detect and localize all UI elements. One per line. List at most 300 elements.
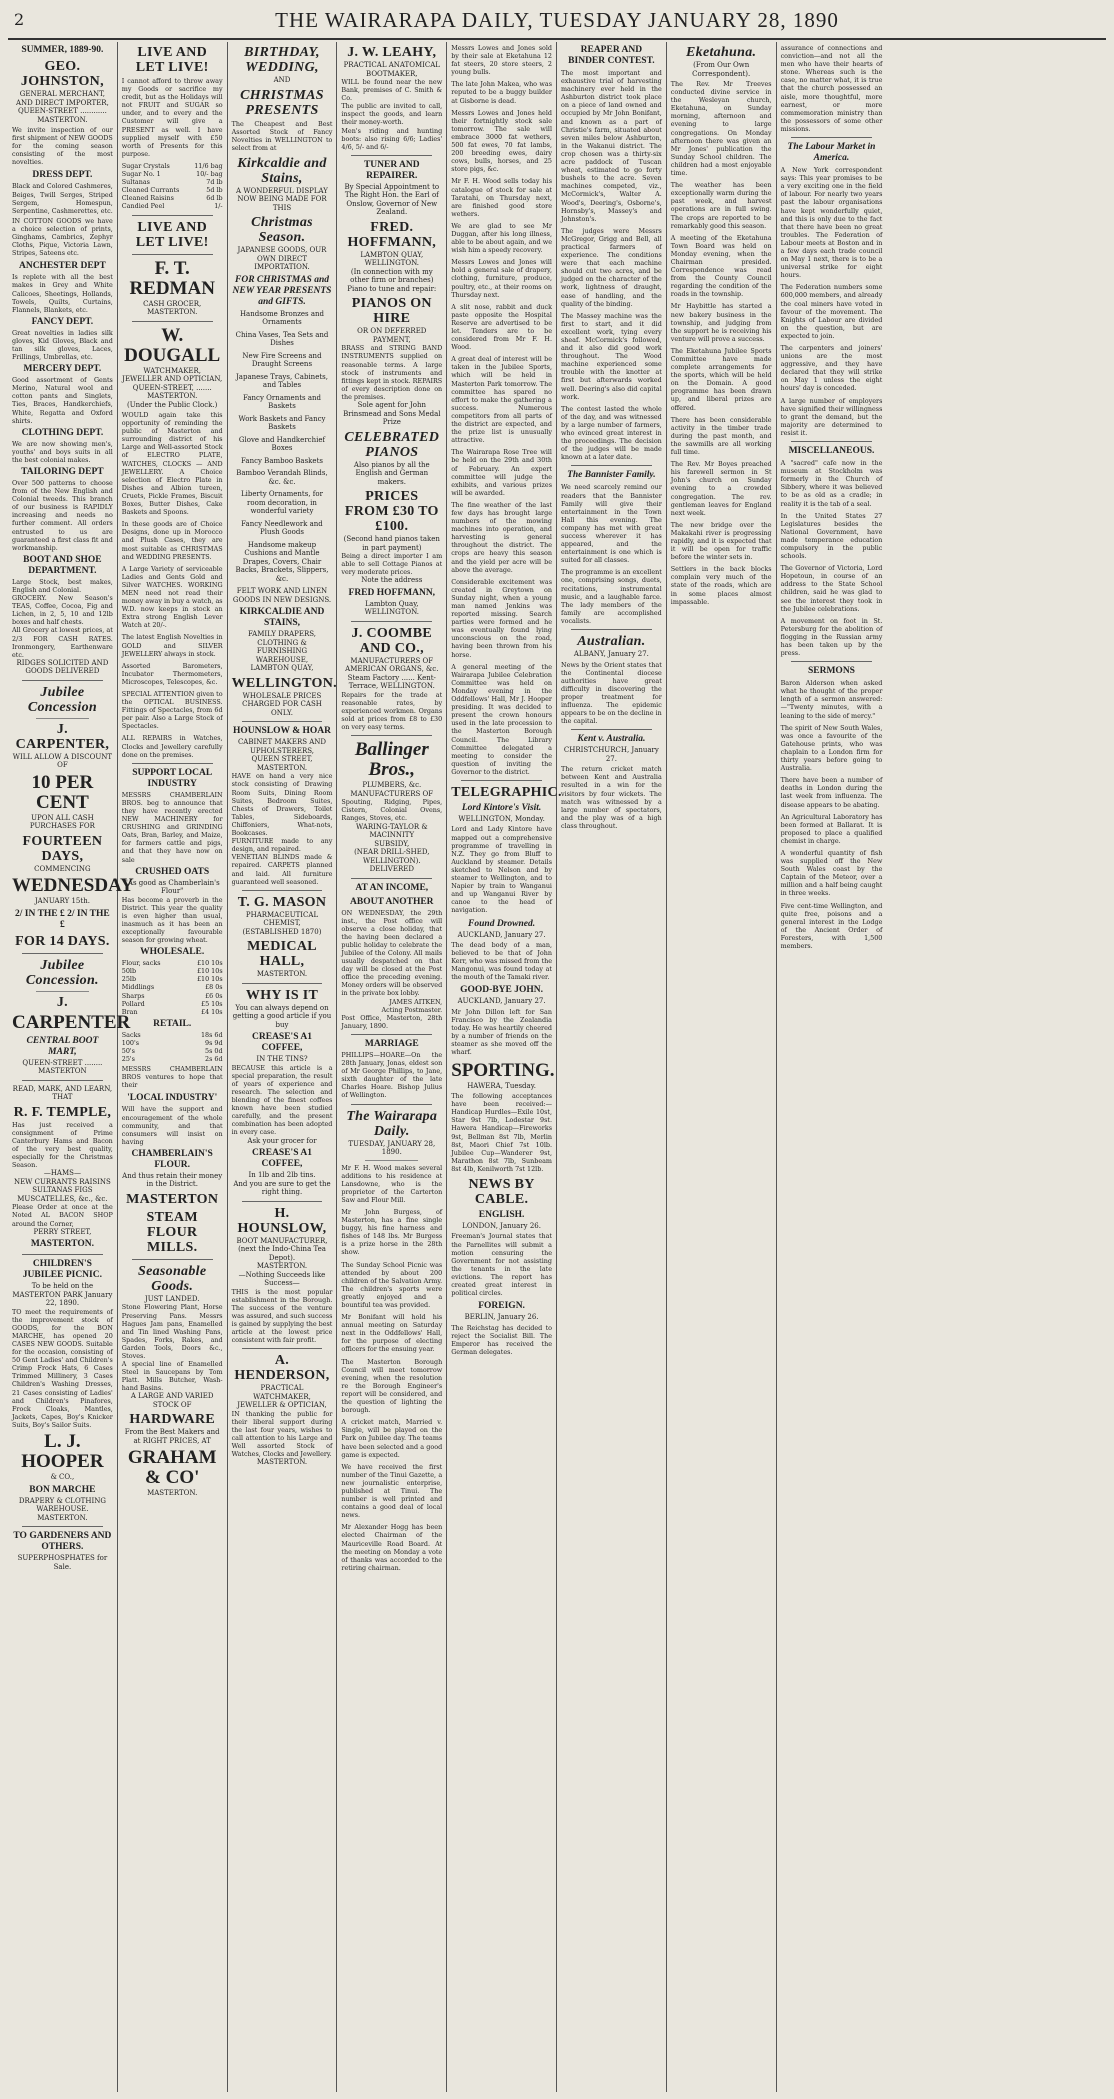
ad-text: A special line of Enamelled Steel in Saucepans by Tom Platt. Mills Butcher, Wash-hand Basins. (121, 1360, 223, 1393)
price-row (122, 1047, 223, 1055)
ad-text: Over 500 patterns to choose from of the New English and Colonial tweeds. This branch of our business is RAPIDLY increasing and needs no further comment. All orders entrusted to us are guaranteed a first class fit and workmanship. (12, 479, 113, 552)
ad-text: JUST LANDED. (144, 1294, 200, 1303)
price-item: Sugar Crystals (121, 161, 170, 170)
article-text: The Rev. Mr Treeves conducted divine service in the Wesleyan church, Eketahuna, on Sunday morning, afternoon and evening to large congregations. On Monday afternoon there was given an Mr Jones' publication the Sunday School children. The children had a most enjoyable time. (670, 80, 772, 178)
ad-heading: H. HOUNSLOW, (237, 1205, 327, 1236)
section-heading: TELEGRAPHIC. (451, 784, 562, 800)
section-heading: NEWS BY CABLE. (468, 1176, 535, 1207)
divider (571, 465, 652, 466)
article-text: There has been considerable activity in the timber trade during the past month, and the sawmills are all working full time. (670, 415, 772, 457)
ad-text: HAVE on hand a very nice stock consisting of Drawing Room Suits, Dining Room Suites, Bedroom Suites, Chests of Drawers, Toilet Tables, Sideboards, Chiffoniers, What-nots, Bookcases. (231, 772, 333, 838)
article-text: The weather has been exceptionally warm during the past week, and harvest operations are in full swing. The crops are reported to be remarkably good this season. (670, 181, 772, 230)
divider (351, 735, 432, 736)
ad-text: AND (273, 76, 291, 84)
ad-text: PERRY STREET, (33, 1227, 92, 1236)
news-paragraph: Mr Bonifant will hold his annual meeting on Saturday next in the Oddfellows' Hall, for the purpose of electing officers for the ensuing year. (341, 1313, 443, 1354)
article-text: The Reichstag has decided to reject the Socialist Bill. The Emperor has received the German delegates. (451, 1323, 552, 1356)
article-text: A meeting of the Eketahuna Town Board was held on Monday evening, when the Chairman presided. Correspondence was read from the County Council regarding the condition of the roads in the township. (670, 233, 772, 299)
ad-text: Great novelties in ladies silk gloves, Kid Gloves, Black and tan silk gloves, Laces, Frillings, Umbrellas, etc. (12, 328, 113, 362)
news-paragraph: A great deal of interest will be taken in the Jubilee Sports, which will be held in Masterton Park tomorrow. The committee has spared no effort to make the gathering a success. Numerous competitors from all parts of the district are expected, and the prize list is unusually attractive. (451, 355, 552, 445)
divider (36, 991, 89, 992)
ad-heading: GRAHAM & CO' (127, 1447, 217, 1489)
ad-text: WARING-TAYLOR & MACINNITY (355, 822, 428, 840)
ad-item: Bamboo Verandah Blinds, &c. &c. (236, 469, 328, 486)
ad-heading: MEDICAL HALL, (247, 939, 317, 970)
price-item: 50lb (121, 967, 137, 976)
price-value: 10/- bag (196, 170, 223, 179)
price-row (122, 162, 223, 170)
price-row (122, 992, 223, 1000)
ad-text: MESSRS CHAMBERLAIN BROS. beg to announce that they have recently erected NEW MACHINERY for CRUSHING and GRINDING Oats, Bran, Barley, and Maize, for farmers cattle and pigs, and that they have now on sale (121, 790, 223, 864)
ad-heading: A. HENDERSON, (234, 1353, 330, 1384)
masthead (0, 0, 1114, 40)
ad-subheading: GENERAL MERCHANT, AND DIRECT IMPORTER, (15, 90, 109, 107)
price-item: Cleaned Raisins (121, 194, 174, 203)
dateline: BERLIN, January 26. (464, 1313, 539, 1322)
ad-heading: T. G. MASON (237, 894, 327, 910)
ad-heading: RETAIL. (153, 1018, 192, 1029)
dateline: AUCKLAND, January 27. (457, 930, 546, 939)
price-value: 5d lb (206, 186, 223, 195)
dateline: LONDON, January 26. (462, 1221, 541, 1230)
ad-text: Note the address (361, 576, 423, 585)
column-6 (557, 42, 667, 2092)
ad-heading: AT AN INCOME, (355, 882, 429, 893)
ad-address: QUEEN-STREET, ....... MASTERTON. (132, 383, 212, 400)
ad-heading: Christmas Season. (251, 215, 313, 246)
divider (22, 1254, 103, 1255)
ad-subheading: JEWELLER AND OPTICIAN, (122, 375, 223, 383)
ad-subheading: CABINET MAKERS AND UPHOLSTERERS, (237, 738, 327, 755)
article-heading: ENGLISH. (478, 1209, 525, 1220)
ad-heading: TUNER AND REPAIRER. (363, 159, 420, 181)
ad-subheading: WATCHMAKER, (143, 366, 202, 375)
divider (571, 729, 652, 730)
editorial-date: TUESDAY, JANUARY 28, 1890. (348, 1139, 436, 1156)
article-heading: REAPER AND BINDER CONTEST. (568, 45, 655, 66)
article-text: A "sacred" cafe now in the museum at Stockholm was formerly in the Church of Sibbery, where it was believed to be as old as a cradle; in reality it is the tab of a seal. (780, 459, 883, 508)
article-text: The dead body of a man, believed to be that of John Kerr, who was missed from the Mangonui, was found today at the mouth of the Tamaki river. (451, 941, 552, 982)
ad-text: The Cheapest and Best Assorted Stock of Fancy Novelties in WELLINGTON to select from at (231, 119, 333, 152)
ad-item: Fancy Ornaments and Baskets (242, 393, 321, 411)
ad-heading: FOR 14 DAYS. (15, 933, 110, 949)
ad-text: We invite inspection of our first shipment of NEW GOODS for the coming season consisting of the most novelties. (12, 126, 113, 167)
ad-heading: CENTRAL BOOT MART, (26, 1035, 99, 1057)
ad-text: BECAUSE this article is a special preparation, the result of years of experience and research. The selection and blending of the finest coffees known have been studied carefully, and the present combination has been adopted in every case. (231, 1063, 333, 1137)
divider (242, 721, 323, 722)
article-text: The return cricket match between Kent and Australia resulted in a win for the visitors by four wickets. The match was witnessed by a large number of spectators, and the play was of a high class throughout. (560, 765, 662, 830)
news-paragraph: Mr F. H. Wood makes several additions to his residence at Lansdowne, who is the proprietor of the Carterton Saw and Flour Mill. (341, 1163, 443, 1204)
ad-heading: Kirkcaldie and Stains, (237, 155, 327, 186)
ad-heading: TO GARDENERS AND OTHERS. (13, 1531, 112, 1553)
ad-heading: CHILDREN'S JUBILEE PICNIC. (22, 1259, 102, 1281)
ad-heading: FANCY DEPT. (31, 316, 94, 327)
divider (22, 1080, 103, 1081)
section-heading: SPORTING. (451, 1059, 555, 1081)
news-paragraph: The Masterton Borough Council will meet tomorrow evening, when the resolution re the Borough Engineer's report will be considered, and the question of lighting the borough. (341, 1357, 443, 1415)
ad-text: WILL ALLOW A DISCOUNT OF (12, 752, 113, 770)
ad-heading: TAILORING DEPT (21, 467, 104, 477)
ad-text: NEW CURRANTS RAISINS SULTANAS FIGS MUSCATELLES, &c., &c. (13, 1177, 111, 1203)
article-text: The judges were Messrs McGregor, Grigg and Bell, all practical farmers of experience. The conditions were that each machine should cut two acres, and be judged on the character of the work, lightness of draught, ease of handling, and the quality of the binding. (560, 226, 662, 308)
price-value: 11/6 bag (194, 161, 223, 170)
price-value: £6 0s (205, 991, 223, 1000)
price-list (122, 959, 223, 1016)
article-heading: FOREIGN. (478, 1301, 525, 1312)
ad-text: SPECIAL ATTENTION given to the OPTICAL BUSINESS. Fittings of Spectacles, from 6d per pair. Also a Large Stock of Spectacles. (121, 690, 223, 731)
ad-heading: CREASE'S A1 COFFEE, (252, 1032, 312, 1054)
ad-text: —HAMS— (43, 1169, 81, 1178)
article-text: A New York correspondent says: This year promises to be a very exciting one in the field of labour. For nearly two years past the labour organisations have kept wonderfully quiet, and this is only due to the fact that there have been no great troubles. The Federation of Labour meets at Boston and in a few days each trade council on May 1 next, there is to be a universal strike for eight hours. (780, 166, 883, 280)
article-text: Lord and Lady Kintore have mapped out a comprehensive programme of travelling in N.Z. They go from Bluff to Auckland by steamer. Details sketched to Nelson and by steamer to Wellington, and to Napier by train to Wanganui and up Wanganui River by canoe to the head of navigation. (451, 825, 552, 915)
ad-heading: ABOUT ANOTHER (350, 896, 434, 907)
price-row (122, 178, 223, 186)
price-row (122, 170, 223, 178)
price-row (122, 975, 223, 983)
news-paragraph: A slit nose, rabbit and duck paste opposite the Hospital Reserve are advertised to be let. Tenders are to be considered from Mr F. H. Wood. (451, 302, 552, 352)
editorial-masthead: The Wairarapa Daily. (346, 1108, 438, 1139)
ad-text: Black and Colored Cashmeres, Beiges, Twill Serges, Striped Sergem, Homespun, Serpentine, Cashmerettes, etc. (12, 182, 113, 215)
ad-heading: LIVE AND LET LIVE! (135, 45, 209, 75)
ad-text: And thus retain their money in the District. (122, 1171, 223, 1189)
ad-heading: WHOLESALE. (140, 947, 205, 958)
ad-text: FELT WORK AND LINEN GOODS IN NEW DESIGNS. (232, 587, 332, 604)
ad-text: WHOLESALE PRICES CHARGED FOR CASH ONLY. (242, 691, 322, 717)
dateline: AUCKLAND, January 27. (457, 997, 546, 1006)
price-item: Flour, sacks (121, 959, 161, 968)
article-text: The Governor of Victoria, Lord Hopetoun, in course of an address to the State School children, said he was glad to see the interest they took in the Jubilee celebrations. (780, 564, 883, 613)
ad-text: Is replete with all the best makes in Grey and White Calicoes, Sheetings, Hollands, Towels, Quilts, Curtains, Flannels, Blankets, etc. (12, 273, 113, 314)
ad-text: Ask your grocer for (247, 1136, 317, 1145)
ad-text: DELIVERED (369, 865, 414, 874)
ad-heading: PIANOS ON HIRE (351, 296, 432, 327)
section-heading: SERMONS (807, 666, 855, 677)
ad-text: GROCERY. New Season's TEAS, Coffee, Cocoa, Fig and Lichen, in 2, 5, 10 and 12lb boxes and half chests. (12, 594, 113, 627)
ad-text: READ, MARK, AND LEARN, THAT (12, 1084, 113, 1102)
divider (132, 1259, 213, 1260)
price-value: £10 10s (196, 967, 223, 976)
ad-heading: BON MARCHE (29, 1484, 96, 1495)
price-row (122, 1000, 223, 1008)
price-item: Candied Peel (121, 202, 165, 211)
article-heading: The Bannister Family. (567, 470, 656, 481)
ad-text: Assorted Barometers, Incubator Thermometers, Microscopes, Telescopes, &c. (121, 661, 223, 686)
divider (791, 441, 873, 442)
ad-text: THIS is the most popular establishment in the Borough. The success of the venture was assured, and such success is gained by supplying the best article at the lowest price consistent with fair profit. (231, 1287, 333, 1345)
price-value: 7d lb (206, 178, 223, 187)
article-text: Freeman's Journal states that the Parnellites will submit a motion censuring the Government for not assisting the tenants in the late evictions. The report has created great interest in political circles. (451, 1232, 552, 1298)
news-paragraph: A cricket match, Married v. Single, will be played on the Park on Jubilee day. The teams have been selected and a good game is expected. (341, 1418, 443, 1459)
ad-text: LAMBTON QUAY, (250, 664, 314, 673)
ad-text: VENETIAN BLINDS made & repaired. CARPETS planned and laid. All furniture guaranteed well seasoned. (231, 853, 333, 886)
news-paragraph: The Wairarapa Rose Tree will be held on the 29th and 30th of February. An expert committee will judge the exhibits, and various prizes will be awarded. (451, 448, 552, 497)
ad-heading: Jubilee Concession (27, 684, 97, 715)
price-row (122, 202, 223, 210)
article-text: The most important and exhaustive trial of harvesting machinery ever held in the Ashburton district took place on a piece of land owned and occupied by Mr John Bonifant, and known as a part of Christie's farm, situated about seven miles below Ashburton, in the Wakanui district. The crop chosen was a thirty-six acre paddock of Tuscan wheat, estimated to go forty bushels to the acre. Seven machines competed, viz., McCormick's, Walter A. Wood's, Deering's, Osborne's, Hornsby's, Massey's and Johnston's. (560, 69, 662, 223)
ad-heading: 2/ IN THE £ 2/ IN THE £ (15, 908, 110, 930)
article-text: The Massey machine was the first to start, and it did excellent work, tying every sheaf. McCormick's followed, and it also did good work throughout. The Wood machine experienced some trouble with the knotter at first but afterwards worked well. Deering's also did capital work. (560, 311, 662, 401)
news-paragraph: The Sunday School Picnic was attended by about 200 children of the Salvation Army. The children's sports were greatly enjoyed and a bountiful tea was provided. (341, 1260, 443, 1309)
ad-item: New Fire Screens and Draught Screens (242, 351, 322, 369)
divider (351, 155, 432, 156)
price-item: 100's (121, 1038, 140, 1047)
ad-text: (Second hand pianos taken in part payment) (343, 535, 440, 552)
divider (365, 1160, 418, 1161)
ad-text: (ESTABLISHED 1870) (242, 927, 322, 936)
ad-text: WOULD again take this opportunity of reminding the public of Masterton and surrounding district of his Large and Well-assorted Stock of ELECTRO PLATE, WATCHES, CLOCKS — AND JEWELLERY. A Choice selection of Electro Plate in Dishes and Albion tureen, Cruets, Pickle Frames, Biscuit Boxes, Butter Dishes, Cake Baskets and Spoons. (121, 411, 223, 517)
article-text: The Rev. Mr Boyes preached his farewell sermon in St John's church on Sunday evening to a crowded congregation. The rev. gentleman leaves for England next week. (670, 460, 772, 517)
ad-heading: CLOTHING DEPT. (21, 427, 104, 438)
ad-heading: J. CARPENTER, (15, 721, 110, 752)
ad-subheading: JEWELLER & OPTICIAN, (237, 1401, 327, 1410)
masthead-rule (8, 38, 1106, 40)
ad-item: Fancy Bamboo Baskets (241, 456, 323, 465)
ad-heading: KIRKCALDIE AND STAINS, (239, 607, 325, 629)
ad-item: China Vases, Tea Sets and Dishes (235, 330, 329, 348)
ad-heading: Jubilee Concession. (25, 957, 99, 988)
price-value: £10 10s (196, 975, 223, 984)
ad-subheading: PLUMBERS, &c. (362, 781, 422, 790)
ad-heading: W. DOUGALL (124, 324, 221, 366)
column-7 (667, 42, 777, 2092)
ad-text: You can always depend on getting a good article if you buy (232, 1003, 332, 1029)
ad-heading: FOURTEEN DAYS, (22, 833, 103, 864)
price-row (122, 983, 223, 991)
byline: (From Our Own Correspondent). (692, 61, 751, 78)
ad-text: RIDGES SOLICITED AND GOODS DELIVERED (16, 658, 109, 676)
ad-subheading: PHARMACEUTICAL CHEMIST, (245, 910, 319, 928)
ad-text: SUBSIDY, (374, 839, 410, 848)
article-text: In the United States 27 Legislatures besides the National Government, have made temperance education compulsory in the public schools. (780, 511, 883, 561)
article-text: Mr John Dillon left for San Francisco by the Zealandia today. He was heartily cheered by a number of friends on the steamer as she moved off the wharf. (451, 1007, 552, 1057)
news-paragraph: Mr Alexander Hogg has been elected Chairman of the Mauriceville Road Board. At the meeting on Monday a vote of thanks was accorded to the retiring chairman. (341, 1523, 443, 1572)
divider (791, 661, 873, 662)
ad-heading: L. J. HOOPER (21, 1431, 104, 1473)
ad-heading: PRICES FROM £30 TO £100. (344, 489, 439, 534)
notice-text: Post Office, Masterton, 28th January, 1890. (341, 1013, 443, 1030)
ad-text: FURNITURE made to any design, and repaired. (231, 837, 333, 854)
ad-text: WILL be found near the new Bank, premises of C. Smith & Co. (341, 78, 443, 103)
price-item: Middlings (121, 983, 155, 992)
price-row (122, 1039, 223, 1047)
ad-item: Liberty Ornaments, for room decoration, in wonderful variety (241, 490, 323, 516)
ad-text: UPON ALL CASH PURCHASES FOR (29, 813, 95, 831)
ad-text: MASTERTON. (147, 1489, 198, 1498)
ad-text: JAPANESE GOODS, OUR OWN DIRECT IMPORTATION. (237, 246, 327, 272)
ad-text: I cannot afford to throw away my Goods or sacrifice my credit, but as the Holidays will not FRUIT and SUGAR so under, and to every and the Customer will give a PRESENT as well. I have supplied myself with £50 worth of Presents for this purpose. (121, 77, 223, 158)
article-text: We need scarcely remind our readers that the Bannister Family will give their entertainment in the Town Hall this evening. The company has met with great success wherever it has appeared, and the entertainment is one which is suited for all classes. (560, 483, 662, 565)
ad-heading: SUMMER, 1889-90. (21, 45, 104, 55)
ad-heading: CHRISTMAS PRESENTS (240, 87, 324, 118)
ad-item: Work Baskets and Fancy Baskets (238, 414, 326, 432)
ad-subheading: MANUFACTURERS OF (350, 789, 434, 798)
ad-heading: CRUSHED OATS (135, 866, 210, 877)
price-value: £4 10s (201, 1007, 223, 1016)
price-value: 6d lb (206, 194, 223, 203)
price-item: Sharps (121, 991, 145, 1000)
ad-text: Sole agent for John Brinsmead and Sons Medal Prize (343, 401, 441, 426)
price-value: 9s 9d (205, 1038, 223, 1047)
ad-text: The latest English Novelties in GOLD and SILVER JEWELLERY always in stock. (121, 633, 223, 658)
divider (351, 1034, 432, 1035)
price-item: Sultanas (121, 178, 150, 187)
ad-subheading: OR ON DEFERRED PAYMENT, (357, 327, 427, 344)
ad-subheading: BOOT MANUFACTURER, (236, 1236, 328, 1245)
ad-item: Fancy Needlework and Plush Goods (241, 519, 323, 537)
news-paragraph: The late John Makea, who was reputed to be a buggy builder at Gisborne is dead. (451, 80, 552, 105)
ad-text: IN COTTON GOODS we have a choice selection of prints, Ginghams, Cambrics, Zephyr Cloths, Pique, Victoria Lawn, Stripes, Sateens etc. (12, 216, 113, 258)
ad-heading: GEO. JOHNSTON, (20, 59, 104, 89)
column-4 (337, 42, 447, 2092)
divider (351, 1104, 432, 1105)
dateline: CHRISTCHURCH, January 27. (563, 746, 659, 763)
price-row (122, 1055, 223, 1063)
article-text: The following acceptances have been received:—Handicap Hurdles—Exile 10st, Star 9st 7lb, Lodestar 9st. Hawera Handicap—Fireworks 9st, Bellman 8st 7lb, Merlin 8st, Maori Chief 7st 10lb. Jubilee Cup—Wanderer 9st, Marathon 8st 7lb, Sunbeam 8st 4lb, Kenilworth 7st 12lb. (451, 1092, 552, 1173)
dateline: WELLINGTON, Monday. (458, 814, 545, 823)
ad-heading: BIRTHDAY, WEDDING, (244, 45, 320, 75)
article-text: Settlers in the back blocks complain very much of the state of the roads, which are in some places almost impassable. (670, 565, 772, 606)
ad-address: QUEEN-STREET ............ MASTERTON. (17, 107, 107, 124)
divider (36, 718, 89, 719)
ad-text: The public are invited to call, inspect the goods, and learn their money-worth. (341, 102, 443, 127)
price-item: 25's (121, 1055, 135, 1064)
ad-item: Glove and Handkerchief Boxes (238, 435, 326, 453)
ad-heading: CELEBRATED PIANOS (344, 429, 440, 460)
divider (132, 254, 213, 255)
ad-text: In 1lb and 2lb tins. (248, 1171, 316, 1180)
notice-text: PHILLIPS—HOARE—On the 28th January, Jonas, eldest son of Mr George Phillips, to Jane, sixth daughter of the late Charles Hoare. Bishop Julius of Wellington. (341, 1050, 443, 1100)
ad-text: IN THE TINS? (256, 1055, 308, 1064)
ad-heading: R. F. TEMPLE, (13, 1104, 112, 1120)
ad-item: Handsome makeup Cushions and Mantle Drapes, Covers, Chair Backs, Brackets, Slippers, &c. (235, 540, 329, 583)
newspaper-columns (8, 42, 1106, 2092)
ad-heading: SUPPORT LOCAL INDUSTRY (132, 767, 213, 789)
article-text: News by the Orient states that the Continental diocese authorities have great difficulty in discovering the proper treatment for influenza. The epidemic appears to be on the decline in the capital. (560, 660, 662, 726)
ad-text: TO meet the requirements of the improvement stock of GOODS, for the BON MARCHE, has opened 20 CASES NEW GOODS. Suitable for the occasion, consisting of 50 Gent Ladies' and Children's Crimp Frock Hats, 6 Cases Trimmed Millinery, 3 Cases Children's Washing Dresses, 21 Cases consisting of Ladies' and Children's Pinafores, Frock Cloaks, Mantles, Jackets, Capes, Boy's Knicker Suits, Boy's Sailor Suits. (12, 1307, 113, 1429)
ad-subheading: PRACTICAL ANATOMICAL BOOTMAKER, (343, 61, 440, 78)
price-item: Bran (121, 1007, 138, 1016)
news-paragraph: Messrs Lowes and Jones held their fortnightly stock sale tomorrow. The sale will embrace 3000 fat wethers, 500 fat ewes, 70 fat lambs, 200 breeding ewes, dairy cows, bulls, horses, and 25 store pigs, &c. (451, 108, 552, 174)
ad-text: MASTERTON. (147, 308, 198, 316)
ad-text: CASH GROCER, (143, 299, 202, 308)
divider (351, 621, 432, 622)
ad-text: Stone Flowering Plant, Horse Preserving Pans. Messrs Hagues Jam pans, Enamelled and Tin lined Washing Pans, Spades, Forks, Rakes, and Garden Tools, Doors &c., Stoves. (121, 1303, 223, 1360)
ad-item: Handsome Bronzes and Ornaments (239, 309, 325, 327)
ad-text: & CO., (50, 1473, 75, 1482)
article-text: assurance of connections and conviction—and not all the men who have their hearts of stone. Whereas such is the case, no matter what, it is true that the church possessed an aisle, more thoughtful, more earnest, or more commemoration ministry than the possessors of some other missions. (780, 44, 883, 133)
ad-text: From the Best Makers and at RIGHT PRICES, AT (124, 1428, 220, 1445)
ad-text: BRASS and STRING BAND INSTRUMENTS supplied on reasonable terms. A large stock of instruments and fittings kept in stock. REPAIRS of every description done on the premises. (341, 344, 443, 401)
ad-heading: HOUNSLOW & HOAR (232, 726, 331, 737)
article-heading: GOOD-BYE JOHN. (460, 985, 544, 996)
price-value: £8 0s (205, 983, 223, 992)
ad-text: (In connection with my other firm or branches) (350, 267, 434, 285)
ad-text: A WONDERFUL DISPLAY NOW BEING MADE FOR THIS (236, 186, 328, 212)
divider (22, 953, 103, 954)
article-text: The Eketahuna Jubilee Sports Committee have made complete arrangements for the sports, which will be held on the Domain. A good programme has been drawn up, and liberal prizes are offered. (670, 346, 772, 412)
divider (22, 680, 103, 681)
news-paragraph: The fine weather of the last few days has brought large numbers of the mowing machines into operation, and harvesting is general throughout the district. The crops are heavy this season and the yield per acre will be above the average. (451, 500, 552, 574)
price-item: Pollard (121, 999, 145, 1008)
divider (242, 890, 323, 891)
column-5 (447, 42, 562, 2092)
ad-heading: Seasonable Goods. (138, 1263, 207, 1294)
ad-text: SUPERPHOSPHATES for Sale. (17, 1554, 108, 1571)
ad-text: Has just received a consignment of Prime Canterbury Hams and Bacon of the very best quality, especially for the Christmas Season. (12, 1120, 113, 1170)
ad-text: COMMENCING (34, 864, 91, 873)
price-value: 18s 6d (200, 1030, 223, 1039)
divider (22, 1526, 103, 1527)
column-8 (777, 42, 887, 2092)
article-text: A movement on foot in St. Petersburg for the abolition of flogging in the Russian army has been taken up by the press. (780, 616, 883, 658)
news-paragraph: Mr John Burgess, of Masterton, has a fine single buggy, his fine harness and fishes of 148 lbs. Mr Burgess is a prize horse in the 28th show. (341, 1207, 443, 1257)
article-text: The new bridge over the Makakahi river is progressing rapidly, and it is expected that it will be open for traffic before the winter sets in. (670, 520, 772, 562)
article-text: The carpenters and joiners' unions are the most aggressive, and they have declared that they will strike on May 1 unless the eight hours' day is conceded. (780, 344, 883, 393)
ad-heading: STEAM FLOUR MILLS. (146, 1209, 198, 1255)
ad-text: Good assortment of Gents Merino, Natural wool and cotton pants and Singlets, Ties, Braces, Handkerchiefs, White, Regatta and Oxford shirts. (12, 376, 113, 425)
news-paragraph: We have received the first number of the Tinui Gazette, a new journalistic enterprise, published at Tinui. The number is well printed and contains a good deal of local news. (341, 1462, 443, 1520)
divider (242, 983, 323, 984)
ad-heading: CREASE'S A1 COFFEE, (252, 1148, 312, 1170)
ad-heading: 10 PER CENT (31, 771, 94, 813)
ad-text: Repairs for the trade at reasonable rates, by experienced workmen. Organs sold at prices from £8 to £30 on very easy terms. (341, 690, 443, 732)
ad-heading: WELLINGTON. (231, 675, 337, 691)
divider (461, 780, 542, 781)
price-value: 2s 6d (205, 1055, 223, 1064)
price-row (122, 967, 223, 975)
article-heading: Eketahuna. (686, 45, 757, 60)
ad-address: Lambton Quay, WELLINGTON. (364, 599, 419, 617)
article-text: The spirit of New South Wales, was once a favourite of the Gatehouse prints, who was chaplain to a London firm for thirty years before going to Australia. (780, 723, 883, 773)
newspaper-title: THE WAIRARAPA DAILY, TUESDAY JANUARY 28, 1890 (275, 8, 839, 32)
ad-text: MESSRS CHAMBERLAIN BROS ventures to hope that their (121, 1065, 223, 1090)
divider (791, 137, 873, 138)
ad-text: JANUARY 15th. (34, 897, 90, 906)
divider (242, 1201, 323, 1202)
divider (571, 629, 652, 630)
ad-subheading: MANUFACTURERS OF AMERICAN ORGANS, &c. (345, 656, 439, 674)
price-list (122, 1031, 223, 1063)
ad-heading: J. COOMBE AND CO., (351, 625, 433, 656)
price-row (122, 959, 223, 967)
price-value: £5 10s (201, 999, 223, 1008)
ad-text: ALL REPAIRS in Watches, Clocks and Jewellery carefully done on the premises. (121, 734, 223, 759)
ad-address: QUEEN-STREET ........ MASTERTON (22, 1058, 103, 1076)
divider (132, 215, 213, 216)
ad-text: And you are sure to get the right thing. (233, 1179, 331, 1197)
ad-text: Large Stock, best makes, English and Colonial. (12, 577, 113, 594)
ad-item: Japanese Trays, Cabinets, and Tables (236, 372, 328, 390)
price-item: 50's (121, 1047, 135, 1055)
ad-text: MASTERTON. (256, 1458, 308, 1467)
notice-signature: Acting Postmaster. (381, 1005, 443, 1014)
article-text: The contest lasted the whole of the day, and was witnessed by a large number of farmers, who evinced great interest in the proceedings. The decision of the judges will be made known at a later date. (560, 404, 662, 462)
ad-heading: J. (56, 994, 68, 1010)
ad-heading: CARPENTER (12, 1011, 131, 1033)
ad-text: All Grocery at lowest prices, at 2/3 FOR CASH RATES. Ironmongery, Earthenware etc. (12, 626, 113, 659)
ad-text: By Special Appointment to The Right Hon. the Earl of Onslow, Governor of New Zealand. (344, 182, 440, 217)
ad-text: In these goods are of Choice Designs, done up in Morocco and Plush Cases, they are most suitable as CHRISTMAS and WEDDING PRESENTS. (121, 520, 223, 561)
ad-text: MASTERTON. (256, 1262, 308, 1271)
article-heading: Australian. (577, 634, 646, 649)
ad-text: Also pianos by all the English and German makers. (353, 460, 430, 486)
news-paragraph: Considerable excitement was created in Greytown on Sunday night, when a young man named Jenkins was reported missing. Search parties were formed and he was eventually found lying unconscious on the road, having been thrown from his horse. (451, 577, 552, 659)
dateline: ALBANY, January 27. (573, 650, 649, 658)
news-paragraph: Messrs Lowes and Jones sold by their sale at Eketahuna 12 fat steers, 20 store steers, 2 young bulls. (451, 44, 552, 77)
ad-text: We are now showing men's, youths' and boys suits in all the best colonial makes. (12, 439, 113, 464)
article-text: Baron Alderson when asked what he thought of the proper length of a sermon answered:—"Twenty minutes, with a leaning to the side of mercy." (780, 679, 883, 720)
ad-text: Piano to tune and repair: (347, 284, 437, 293)
